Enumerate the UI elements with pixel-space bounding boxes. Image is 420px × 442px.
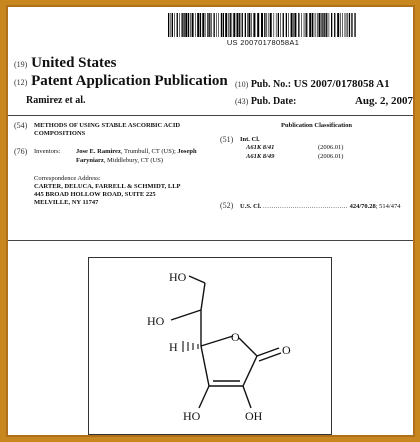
label-ho-bottom: HO <box>183 409 201 423</box>
bond <box>199 386 209 408</box>
label-o-carbonyl: O <box>282 343 291 357</box>
bond <box>201 283 205 310</box>
ipc-row <box>246 153 413 161</box>
correspondence-address <box>34 175 219 208</box>
label-ho-left: HO <box>147 314 165 328</box>
pubdate-value: Aug. 2, 2007 <box>354 95 413 107</box>
title-field <box>14 122 219 138</box>
pub-date <box>235 96 413 107</box>
country-code: (19) <box>14 60 28 69</box>
correspondence-label: Correspondence Address: <box>34 174 101 182</box>
ipc-year: (2006.01) <box>318 152 344 160</box>
label-ho-top: HO <box>169 270 187 284</box>
int-cl-field <box>220 136 413 161</box>
uscl-label: U.S. Cl. <box>240 203 262 210</box>
inventor-2-location: , Middlebury, CT (US) <box>103 156 164 164</box>
pubno-value: US 2007/0178058 A1 <box>293 78 390 90</box>
bond <box>201 336 233 346</box>
barcode-bars <box>168 13 358 37</box>
applicant: Ramirez et al. <box>26 95 86 106</box>
pubdate-code: (43) <box>235 97 249 106</box>
pubtype-code: (12) <box>14 78 28 87</box>
barcode-number: US 20070178058A1 <box>226 38 300 47</box>
bond <box>243 386 251 408</box>
uscl-secondary: ; 514/474 <box>375 203 401 210</box>
inventors-label: Inventors: <box>34 148 61 156</box>
uscl-leader-dots: ........................................ <box>262 203 348 210</box>
hashed-wedge <box>183 341 198 352</box>
pubno-label: Pub. No.: <box>250 79 292 90</box>
country-name: United States <box>31 55 117 71</box>
patent-page <box>6 5 415 437</box>
invention-title: METHODS OF USING STABLE ASCORBIC ACID COMPOSITIONS <box>34 122 181 138</box>
publication-type: Patent Application Publication <box>31 73 228 89</box>
label-h: H <box>169 340 178 354</box>
ipc-year: (2006.01) <box>318 144 344 152</box>
inventor-1-name: Jose E. Ramirez <box>76 148 121 156</box>
inventor-1-location: , Trumbull, CT (US); <box>120 148 176 156</box>
bond <box>171 310 201 320</box>
bond <box>201 346 209 386</box>
correspondence-line-3: MELVILLE, NY 11747 <box>34 199 99 207</box>
header-divider <box>8 115 413 116</box>
inventors-code: (76) <box>14 147 28 157</box>
ascorbic-acid-structure <box>89 258 331 434</box>
uscl-code: (52) <box>220 201 234 210</box>
title-code: (54) <box>14 121 28 130</box>
bond <box>189 276 205 283</box>
ipc-code: A61K 8/49 <box>246 152 275 160</box>
uscl-primary: 424/70.28 <box>349 203 376 210</box>
publication-type-heading <box>14 73 228 90</box>
inventor-2-name: Joseph Faryniarz <box>76 148 197 164</box>
intcl-code: (51) <box>220 135 234 145</box>
intcl-label: Int. Cl. <box>240 136 260 144</box>
classification-title: Publication Classification <box>281 122 352 129</box>
chemical-structure-figure <box>88 257 332 435</box>
bibliographic-right <box>220 122 413 210</box>
pubdate-label: Pub. Date: <box>250 96 297 107</box>
abstract-divider <box>8 240 413 241</box>
us-cl-field <box>220 202 413 211</box>
country-heading <box>14 55 117 72</box>
inventors-list <box>76 148 219 164</box>
pub-number <box>235 78 390 90</box>
pubno-code: (10) <box>235 80 249 89</box>
label-oh-bottom: OH <box>245 409 263 423</box>
correspondence-line-1: CARTER, DELUCA, FARRELL & SCHMIDT, LLP <box>34 183 181 191</box>
bond <box>239 338 257 356</box>
label-o-ring: O <box>231 330 240 344</box>
inventors-field <box>14 148 219 164</box>
bibliographic-left <box>14 122 219 208</box>
correspondence-line-2: 445 BROAD HOLLOW ROAD, SUITE 225 <box>34 191 156 199</box>
ipc-row <box>246 144 413 152</box>
bond <box>243 356 257 386</box>
ipc-code: A61K 8/41 <box>246 144 275 152</box>
barcode <box>168 13 358 47</box>
